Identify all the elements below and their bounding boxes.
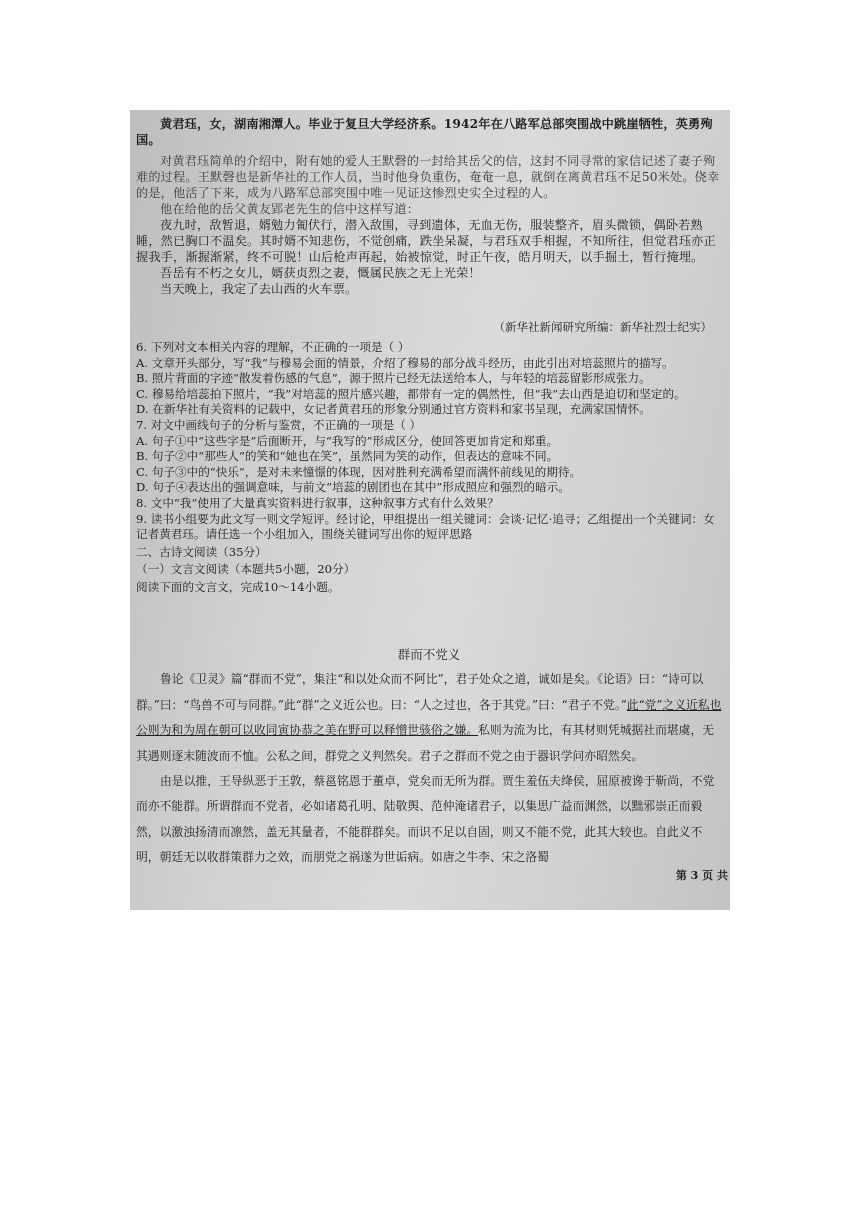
section-subheading: （一）文言文阅读（本题共5小题，20分） [136, 562, 356, 577]
question-line: 8. 文中“我”使用了大量真实资料进行叙事，这种叙事方式有什么效果？ [136, 495, 499, 510]
question-line: D. 在新华社有关资料的记载中，女记者黄君珏的形象分别通过官方资料和家书呈现，充满家国情怀。 [136, 402, 651, 417]
underlined-sentence: 此“党”之义近私也公则为和为周在朝可以收同寅协恭之美在野可以释憎世骇俗之嫌。 [136, 697, 722, 738]
question-line: 6. 下列对文本相关内容的理解，不正确的一项是（ ） [136, 340, 410, 354]
classical-text-span: 私则为流为比，有其材则凭城据社而堪虞，无其遇则逐末随波而不恤。公私之间，群党之义判然矣。君子之群而不党之由于器识学问亦昭然矣。 [136, 723, 715, 763]
letter-quote: 夜九时，敌暂退，婿勉力匍伏行，潜入敌围，寻到遗体，无血无伤，服装整齐，眉头微锁，偶卧若熟睡，然已胸口不温矣。其时婿不知悲伤，不觉创痛，跌坐呆凝，与君珏双手相握，不知所往，但觉君珏亦正握我手，渐握渐紧，终不可脱！山后枪声再起，始被惊觉，时正午夜，皓月明天，以手掘土，暂行掩埋。 [136, 218, 716, 264]
question-line: A. 句子①中“这些字是”后面断开，与“我写的”形成区分，使回答更加肯定和郑重。 [136, 433, 559, 448]
question-line: 9. 读书小组要为此文写一则文学短评。经讨论，甲组提出一组关键词：会谈·记忆·追寻；乙组提出一个关键词：女记者黄君珏。请任选一个小组加入，围绕关键词写出你的短评思路 [136, 511, 715, 542]
classical-title: 群而不党义 [397, 647, 461, 662]
classical-paragraph [136, 667, 722, 769]
question-line: 7. 对文中画线句子的分析与鉴赏，不正确的一项是（ ） [136, 417, 422, 432]
classical-text [136, 642, 722, 871]
classical-paragraph: 由是以推，王导纵恶于王敦，蔡邕铭恩于董卓，党矣而无所为群。贾生羞伍夫绛侯，屈原被谗于靳尚，不党而亦不能群。所谓群而不党者，必如诸葛孔明、陆敬舆、范仲淹诸君子，以集思广益而渊然，以黜邪崇正而毅然，以激浊扬清而凛然，盖无其量者，不能群群矣。而识不足以自固，则又不能不党，此其大较也。自此义不明，朝廷无以收群策群力之效，而朋党之祸遂为世诟病。如唐之牛李、宋之洛蜀 [136, 774, 715, 865]
section-heading: 二、古诗文阅读（35分） [136, 544, 267, 559]
document-photo [130, 110, 730, 910]
question-list [136, 340, 722, 596]
letter-quote: 吾岳有不朽之女儿，婿获贞烈之妻，慨属民族之无上光荣！ [160, 266, 481, 280]
intro-line: 黄君珏，女，湖南湘潭人。毕业于复旦大学经济系。1942年在八路军总部突围战中跳崖牺牲，英勇殉国。 [136, 117, 713, 147]
question-line: B. 照片背面的字迹“散发着伤感的气息”，源于照片已经无法送给本人，与年轻的培蕊留影形成张力。 [136, 371, 651, 386]
classical-text-span: 鲁论《卫灵》篇“群而不党”，集注“和以处众而不阿比”，君子处众之道，诚如是矣。《论语》曰：“诗可以群。”曰：“鸟兽不可与同群。”此“群”之义近公也。曰：“人之过也，各于其党。”曰：“君子不党。” [136, 672, 704, 712]
passage-paragraph: 他在给他的岳父黄友郢老先生的信中这样写道： [160, 202, 420, 216]
question-line: C. 句子③中的“快乐”，是对未来憧憬的体现，因对胜利充满希望而满怀前线见的期待。 [136, 464, 582, 479]
question-line: C. 穆易给培蕊拍下照片，“我”对培蕊的照片感兴趣，都带有一定的偶然性，但“我”去山西是迫切和坚定的。 [136, 386, 686, 401]
passage-paragraph: 当天晚上，我定了去山西的火车票。 [160, 282, 358, 296]
question-line: B. 句子②中“那些人”的笑和“她也在笑”，虽然同为笑的动作，但表达的意味不同。 [136, 449, 559, 464]
page-number: 第 3 页 共 [675, 869, 728, 882]
passage-paragraph: 对黄君珏简单的介绍中，附有她的爱人王默磬的一封给其岳父的信，这封不同寻常的家信记述了妻子殉难的过程。王默磬也是新华社的工作人员，当时他身负重伤，奄奄一息，就倒在离黄君珏不足50米处。侥幸的是，他活了下来，成为八路军总部突围中唯一见证这惨烈史实全过程的人。 [136, 154, 720, 200]
question-line: D. 句子④表达出的强调意味，与前文“培蕊的剧团也在其中”形成照应和强烈的暗示。 [136, 480, 570, 495]
source-citation: （新华社新闻研究所编：新华社烈士纪实） [493, 320, 712, 334]
question-line: A. 文章开头部分，写“我”与穆易会面的情景，介绍了穆易的部分战斗经历，由此引出对培蕊照片的描写。 [136, 355, 674, 370]
passage-upper [136, 116, 722, 297]
section-instruction: 阅读下面的文言文，完成10～14小题。 [136, 579, 340, 594]
